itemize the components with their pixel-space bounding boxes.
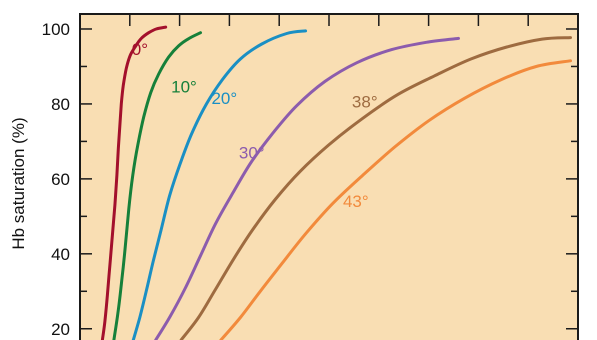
y-axis-label: Hb saturation (%) xyxy=(9,117,28,250)
y-tick-labels xyxy=(42,20,70,339)
y-tick-label: 80 xyxy=(51,94,70,114)
y-tick-label: 100 xyxy=(41,19,70,39)
plot-area xyxy=(80,14,578,340)
curve-label-5: 43° xyxy=(342,191,369,211)
curve-label-3: 30° xyxy=(238,143,265,163)
y-tick-label: 40 xyxy=(51,244,70,264)
y-tick-label: 20 xyxy=(51,319,70,339)
y-tick-label: 60 xyxy=(51,169,70,189)
curve-label-0: 0° xyxy=(131,40,149,60)
curve-label-1: 10° xyxy=(171,77,197,97)
curve-label-4: 38° xyxy=(351,92,378,112)
curve-label-2: 20° xyxy=(211,88,238,108)
